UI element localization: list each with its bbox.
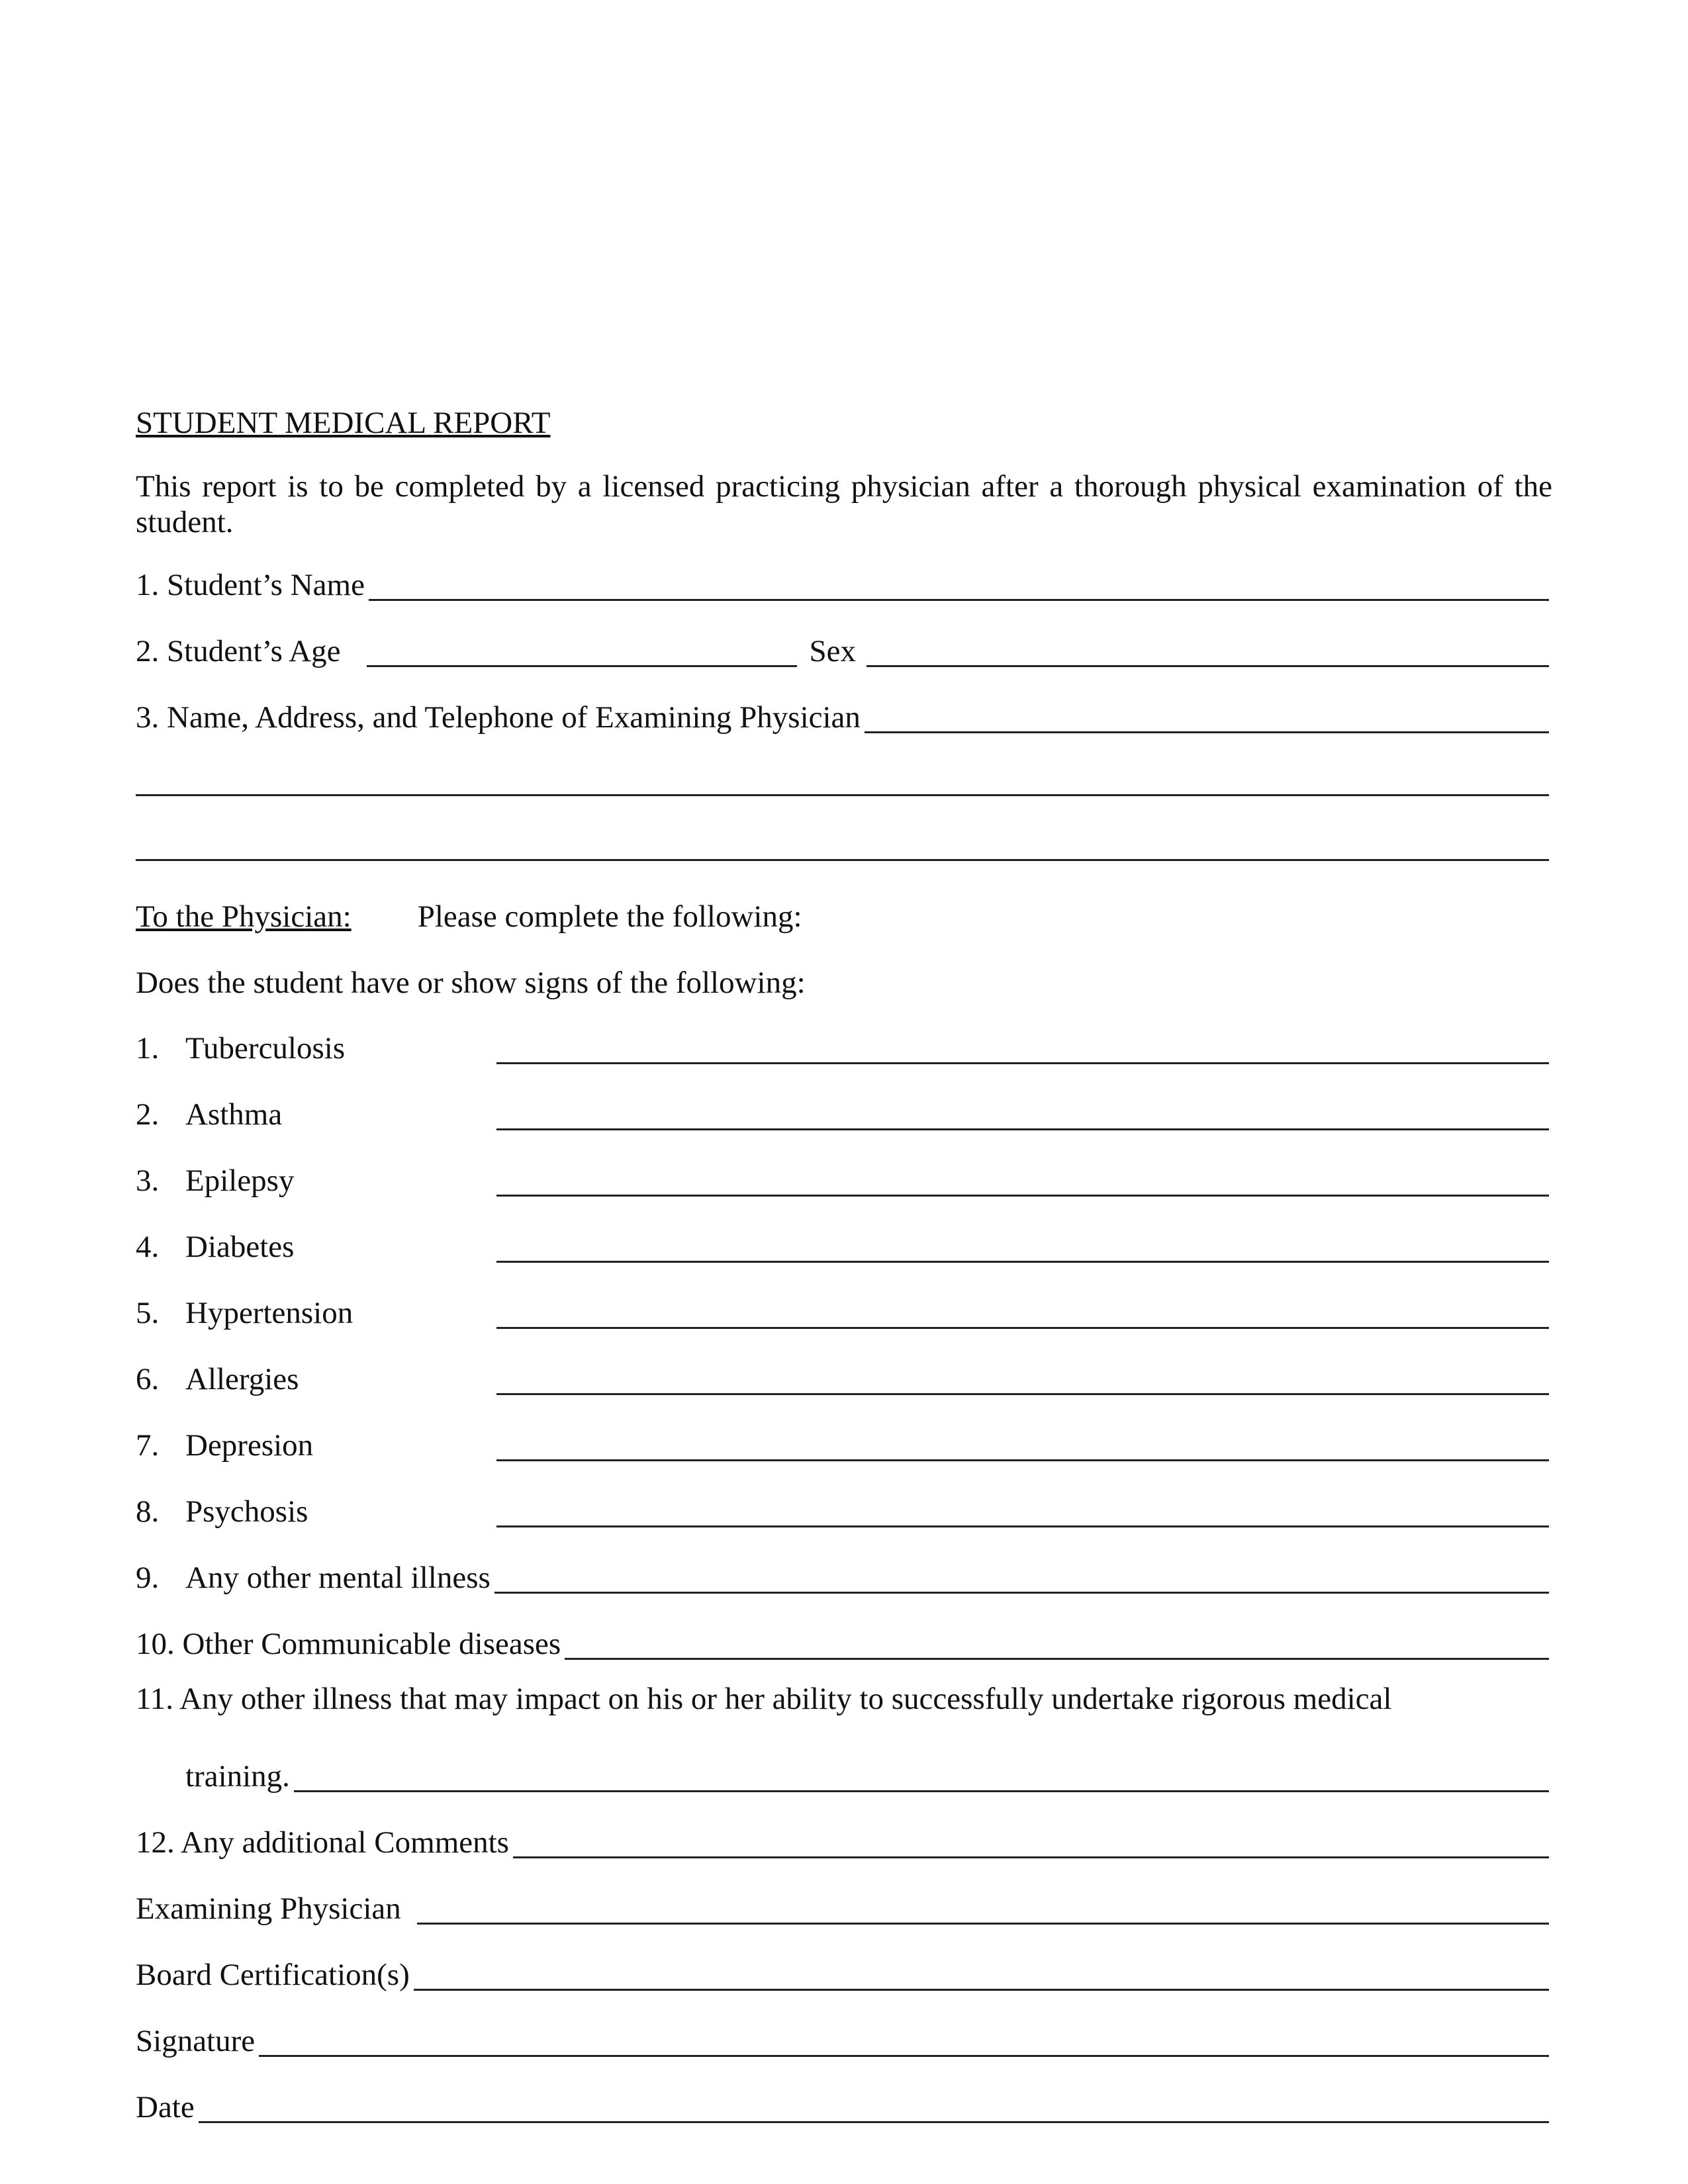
- board-cert-field[interactable]: [414, 1989, 1549, 1991]
- comments-label: 12. Any additional Comments: [136, 1825, 509, 1860]
- physician-info-line-2[interactable]: [136, 794, 1549, 796]
- to-physician-label: To the Physician:: [136, 899, 352, 934]
- sex-label: Sex: [809, 634, 856, 668]
- comments-row: [136, 1813, 1549, 1860]
- condition-label: Epilepsy: [185, 1163, 295, 1198]
- condition-row: 9. Any other mental illness: [136, 1549, 1549, 1595]
- condition-row: 2. Asthma: [136, 1085, 1549, 1132]
- condition-field-psychosis[interactable]: [496, 1525, 1549, 1527]
- examining-physician-field[interactable]: [417, 1923, 1549, 1925]
- student-name-label: 1. Student’s Name: [136, 568, 365, 602]
- condition-label: Hypertension: [185, 1296, 353, 1330]
- condition-row: 4. Diabetes: [136, 1218, 1549, 1264]
- condition-field-depresion[interactable]: [496, 1459, 1549, 1461]
- board-cert-label: Board Certification(s): [136, 1958, 410, 1992]
- comments-field[interactable]: [513, 1856, 1549, 1858]
- condition-row: 1. Tuberculosis: [136, 1019, 1549, 1066]
- date-row: [136, 2078, 1549, 2124]
- student-name-field[interactable]: [369, 599, 1549, 601]
- date-field[interactable]: [199, 2121, 1549, 2123]
- examining-physician-label: Examining Physician: [136, 1891, 401, 1926]
- condition-field-epilepsy[interactable]: [496, 1195, 1549, 1197]
- condition-field-hypertension[interactable]: [496, 1327, 1549, 1329]
- physician-info-row: [136, 688, 1549, 735]
- condition-field-asthma[interactable]: [496, 1128, 1549, 1130]
- communicable-label: 10. Other Communicable diseases: [136, 1627, 561, 1661]
- condition-label: Psychosis: [185, 1494, 308, 1529]
- form-intro: This report is to be completed by a licensed practicing physician after a thorough physical examination of the student.: [136, 469, 1552, 539]
- condition-row: 7. Depresion: [136, 1416, 1549, 1463]
- condition-row: 8. Psychosis: [136, 1482, 1549, 1529]
- condition-row: 3. Epilepsy: [136, 1152, 1549, 1198]
- condition-field-diabetes[interactable]: [496, 1261, 1549, 1263]
- student-age-field[interactable]: [367, 665, 797, 667]
- to-physician-header: [136, 899, 802, 934]
- communicable-row: [136, 1615, 1549, 1661]
- physician-info-label: 3. Name, Address, and Telephone of Examining Physician: [136, 700, 861, 735]
- other-illness-label: 11. Any other illness that may impact on his or her ability to successfully undertake rigorous medical: [136, 1682, 1392, 1716]
- student-name-row: [136, 556, 1549, 602]
- condition-label: Asthma: [185, 1097, 283, 1132]
- student-age-label: 2. Student’s Age: [136, 634, 341, 668]
- condition-label: Depresion: [185, 1428, 314, 1463]
- conditions-question: Does the student have or show signs of the following:: [136, 966, 806, 1000]
- condition-row: 6. Allergies: [136, 1350, 1549, 1396]
- condition-label: Tuberculosis: [185, 1031, 346, 1066]
- other-illness-label-cont: training.: [185, 1759, 290, 1794]
- signature-field[interactable]: [259, 2055, 1549, 2057]
- board-cert-row: [136, 1946, 1549, 1992]
- other-illness-row: [185, 1747, 1549, 1794]
- signature-row: [136, 2012, 1549, 2058]
- date-label: Date: [136, 2090, 195, 2124]
- form-title: STUDENT MEDICAL REPORT: [136, 406, 551, 440]
- signature-label: Signature: [136, 2024, 256, 2058]
- physician-info-field[interactable]: [865, 731, 1549, 733]
- sex-field[interactable]: [867, 665, 1549, 667]
- examining-physician-row: [136, 1880, 1549, 1926]
- condition-field-tuberculosis[interactable]: [496, 1062, 1549, 1064]
- to-physician-instruction: Please complete the following:: [417, 899, 802, 934]
- condition-label: Allergies: [185, 1362, 299, 1396]
- condition-label: Diabetes: [185, 1230, 295, 1264]
- condition-field-allergies[interactable]: [496, 1393, 1549, 1395]
- condition-label: Any other mental illness: [185, 1561, 491, 1595]
- student-age-row: [136, 622, 1549, 668]
- other-illness-field[interactable]: [294, 1790, 1549, 1792]
- condition-field-mental-illness[interactable]: [494, 1592, 1549, 1594]
- communicable-field[interactable]: [565, 1658, 1549, 1660]
- condition-row: 5. Hypertension: [136, 1284, 1549, 1330]
- physician-info-line-3[interactable]: [136, 859, 1549, 861]
